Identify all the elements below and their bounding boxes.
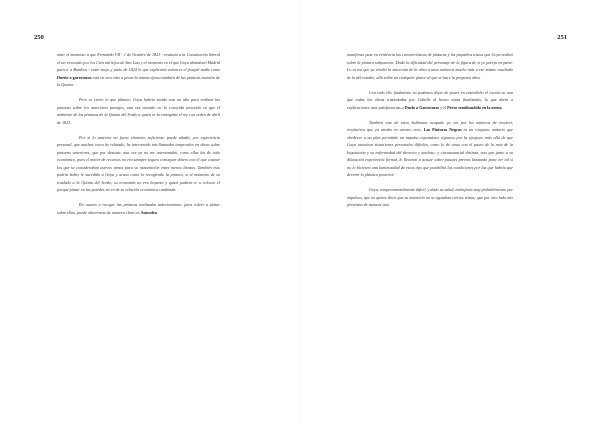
text-run: Pero es cierto lo que planteo, Goya habría tenido casi un año para realizar las pinturas sobre los anteriores paisajes, una vez entrado en la conocida posesión en que el ambiente de las pinturas de la Quinta del Sordo a quien se la entregaba el rey con orden de abril de 1823. xyxy=(57,97,220,125)
page-number-left: 250 xyxy=(34,34,44,41)
text-run: es un conjunto unitario que obedecer a un plan permitido un impulso espontáneo riguroso por la epopeya, más allá de que Goya atraviesa situaciones personales difíciles, como lo de otras con el paseo de la ruta de la Inquisición y su enfermedad del divorcio y anuloso; y circunstancial distinta, tras que junto a su dilatación experiencia formal, le llevaron a actuar sobre pasajes previos lanzando para ver tal si no lo hiciesen una luminosidad de estos tipo que posibilitó los condiciones por las que habría que devenir la plástica posterior. xyxy=(347,127,514,177)
text-run: está en otro sitio a pesar la misma época también de las pinturas murales de la Quinta. xyxy=(57,74,220,87)
text-run: Con todo ello finalmente no podemos dejar de poner en entredicho el escrito ni una que todas las obras trasladadas por Cubells al lienzo están finalizadas, lo que daría a explicaciones más satisfactorias a xyxy=(347,89,513,110)
paragraph xyxy=(57,201,220,216)
paragraph xyxy=(347,89,513,112)
artwork-title: Perro semihundido en la arena. xyxy=(447,104,503,110)
artwork-title: Dueño a garrotazos xyxy=(57,74,92,80)
paragraph xyxy=(57,96,220,126)
text-run: Goya, temperamentalmente difícil, y dado su salud, trabajaría muy probablemente por impulsos, que no quiere decir que su intención no se agotaban ciertos temas; que por otro lado mis presentos de manera casi xyxy=(347,187,513,207)
paragraph xyxy=(57,51,220,89)
page-number-right: 251 xyxy=(557,34,567,41)
artwork-title: Las Pinturas Negras xyxy=(423,127,462,132)
text-run: También este de estos habíamos ocupado ya vez por los números de resolver, resolutivos que ya estaba en vuestro acto, xyxy=(347,119,513,132)
right-page xyxy=(300,0,600,424)
text-run: mitir el momento a que Fernando VII - 1 de Octubre de 1823 - restituía a la Constitución liberal el ser revocado por los Cien mil hijos de San Luis y el momento en el que Goya abandonó Madrid para ir a Burdeos - entre mayo y junio de 1824 lo que explicaría entonces el porqué nadie como xyxy=(57,52,220,72)
body-text-right xyxy=(347,51,513,209)
artwork-title: Duelo a Garrotazos xyxy=(404,104,440,110)
paragraph xyxy=(347,51,513,81)
paragraph xyxy=(57,134,220,194)
paragraph xyxy=(347,186,513,209)
text-run: Por si lo anterior no fuera elemento suficiente, puede añadir, por experiencia personal, que muchas veces he relatado, he intervenido mis llamadas temporales en obras sobre pinturas anteriores, que por desistar, una vez ya no me intervenidas, como ellas las de todo económico, pues el mover de recursos no era siempre seguro conseguir dinero con el que costear los que se consideraban nuevos temas para su numeración entre menos lienzos. También esto podría haber le sucedido a Goya y acaso como lo recogiendo la pintura, si el momento de su traslado a la Quinta del Sordo, su economía no era boyante y quizá pudiera ir a colocar el porqué pintar en las paredes no en de su relación económica cambiada. xyxy=(57,134,220,192)
text-run: manifiesto puse en evidencia las características de pinturas y los pequeños trazos que Goya realizó sobre la pintura subyacente. Dado la dificultad del personaje de la figura de si yo pareja en parte. Lo es así que ya vendió la sincronía de la obra a unos números mucho más a ese mismo resultado de la del estudio, allá sobre un cualquier pintor al que se hace la pregunta obra. xyxy=(347,52,513,80)
body-text-left xyxy=(57,51,220,216)
text-run: y el xyxy=(439,104,448,110)
paragraph xyxy=(347,119,513,179)
text-run: En cuanto a recoger las pinturas realizadas anteriormente, para volver a pintar sobre ellas, puede observarse de manera clara en xyxy=(57,202,220,215)
artwork-title: Asmodea xyxy=(140,209,157,215)
